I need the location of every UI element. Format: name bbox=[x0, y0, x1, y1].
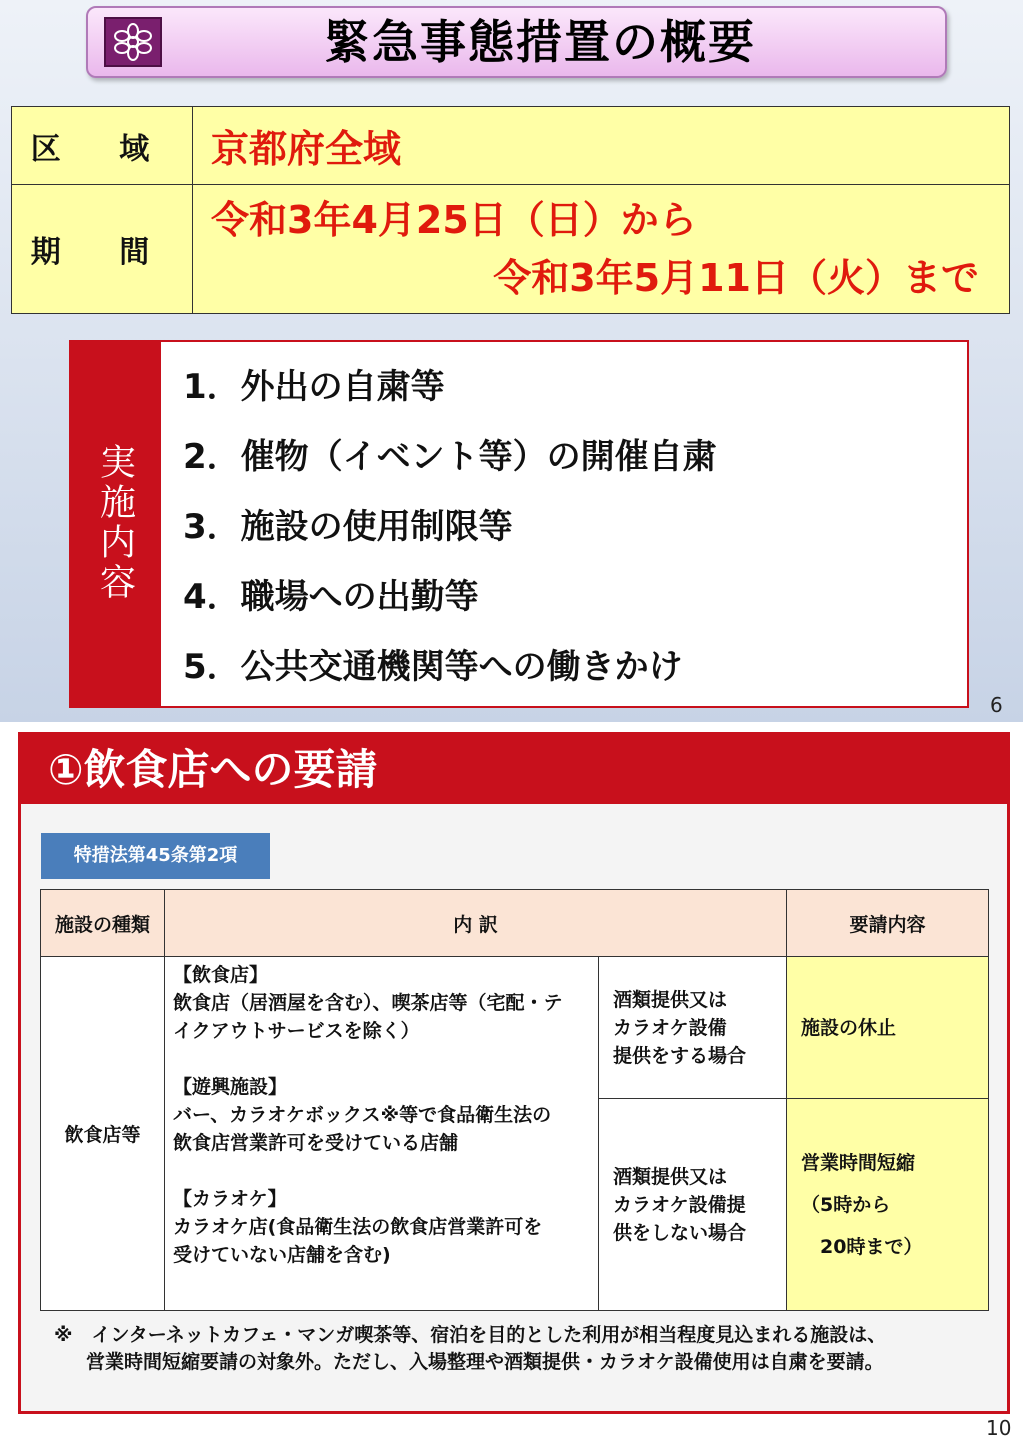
footnote-line: 営業時間短縮要請の対象外。ただし、入場整理や酒類提供・カラオケ設備使用は自粛を要請。 bbox=[86, 1351, 884, 1373]
detail-line: 飲食店（居酒屋を含む）、喫茶店等（宅配・テ bbox=[173, 992, 563, 1014]
implementation-item: 1．外出の自粛等 bbox=[183, 367, 445, 407]
period-from: 令和3年4月25日（日）から bbox=[211, 198, 697, 242]
condition-line: 酒類提供又は bbox=[613, 988, 728, 1011]
detail-line: カラオケ店(食品衛生法の飲食店営業許可を bbox=[173, 1216, 543, 1238]
page-number: 10 bbox=[986, 1416, 1012, 1440]
request-line: （5時から bbox=[801, 1193, 891, 1216]
request-line: 20時まで） bbox=[801, 1235, 923, 1258]
implementation-label-text: 実施内容 bbox=[94, 443, 136, 603]
implementation-item: 5．公共交通機関等への働きかけ bbox=[183, 647, 683, 687]
period-to: 令和3年5月11日（火）まで bbox=[493, 256, 979, 300]
implementation-label bbox=[69, 340, 161, 706]
facility-type-cell: 飲食店等 bbox=[41, 957, 165, 1311]
request-table bbox=[40, 889, 989, 1311]
period-value-cell bbox=[193, 185, 1010, 314]
detail-line: 【遊興施設】 bbox=[173, 1076, 288, 1098]
area-period-table bbox=[11, 106, 1010, 314]
detail-line: 【飲食店】 bbox=[173, 964, 269, 986]
law-badge: 特措法第45条第2項 bbox=[41, 833, 270, 879]
page-number: 6 bbox=[990, 693, 1003, 717]
condition-cell bbox=[599, 1099, 787, 1311]
implementation-item: 3．施設の使用制限等 bbox=[183, 507, 513, 547]
implementation-item: 2．催物（イベント等）の開催自粛 bbox=[183, 437, 717, 477]
detail-line: 受けていない店舗を含む) bbox=[173, 1244, 391, 1266]
area-value: 京都府全域 bbox=[211, 127, 402, 171]
header-facility-type: 施設の種類 bbox=[41, 890, 165, 957]
detail-line: イクアウトサービスを除く） bbox=[173, 1020, 420, 1042]
detail-line: バー、カラオケボックス※等で食品衛生法の bbox=[173, 1104, 552, 1126]
condition-line: 供をしない場合 bbox=[613, 1221, 747, 1244]
header-breakdown: 内 訳 bbox=[165, 890, 787, 957]
request-cell-shortened-hours bbox=[787, 1099, 989, 1311]
implementation-item: 4．職場への出勤等 bbox=[183, 577, 479, 617]
detail-line: 飲食店営業許可を受けている店舗 bbox=[173, 1132, 459, 1154]
request-line: 施設の休止 bbox=[801, 1016, 897, 1039]
area-value-cell bbox=[193, 107, 1010, 185]
detail-line bbox=[173, 1045, 590, 1073]
footnote-line: ※ インターネットカフェ・マンガ喫茶等、宿泊を目的とした利用が相当程度見込まれる施設は、 bbox=[54, 1324, 887, 1346]
request-title: ①飲食店への要請 bbox=[48, 745, 378, 794]
kyoto-emblem-icon bbox=[104, 17, 162, 67]
request-cell-closure bbox=[787, 957, 989, 1099]
request-line: 営業時間短縮 bbox=[801, 1151, 916, 1174]
footnote bbox=[54, 1322, 984, 1376]
header-request: 要請内容 bbox=[787, 890, 989, 957]
condition-line: 酒類提供又は bbox=[613, 1165, 728, 1188]
period-label: 期 間 bbox=[12, 185, 193, 314]
condition-line: 提供をする場合 bbox=[613, 1044, 747, 1067]
condition-line: カラオケ設備提 bbox=[613, 1193, 746, 1216]
breakdown-detail-cell bbox=[165, 957, 599, 1311]
area-label: 区 域 bbox=[12, 107, 193, 185]
implementation-list bbox=[183, 356, 963, 706]
detail-line: 【カラオケ】 bbox=[173, 1188, 287, 1210]
condition-line: カラオケ設備 bbox=[613, 1016, 727, 1039]
condition-cell bbox=[599, 957, 787, 1099]
page-title: 緊急事態措置の概要 bbox=[324, 15, 756, 69]
detail-line bbox=[173, 1157, 590, 1185]
